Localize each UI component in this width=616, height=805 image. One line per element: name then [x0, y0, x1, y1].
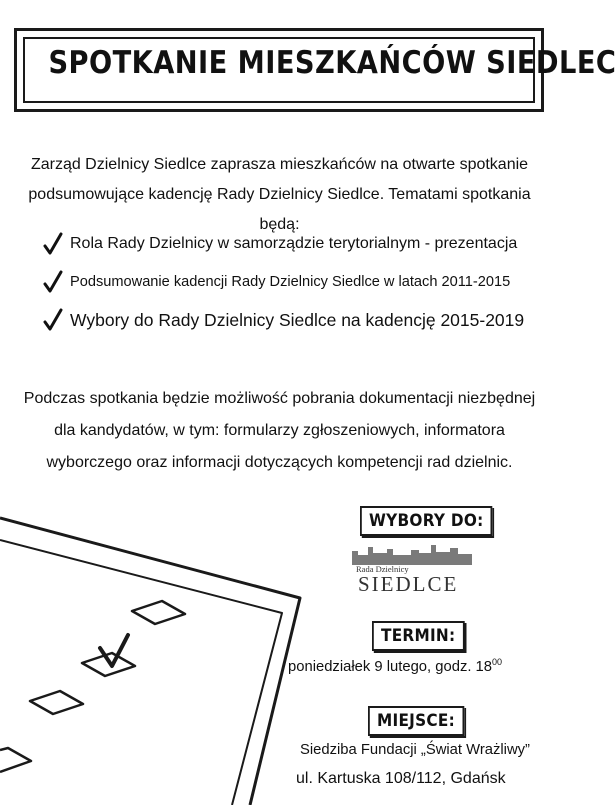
topic-item: [44, 225, 544, 263]
rada-dzielnicy-siedlce-logo: [352, 543, 472, 595]
check-icon: [44, 233, 62, 255]
topics-list: [44, 225, 544, 339]
check-icon: [44, 309, 62, 331]
topic-text: Wybory do Rady Dzielnicy Siedlce na kadencję 2015-2019: [70, 309, 525, 330]
place-line1: Siedziba Fundacji „Świat Wrażliwy”: [300, 742, 530, 758]
topic-text: Rola Rady Dzielnicy w samorządzie terytorialnym - prezentacja: [70, 235, 518, 252]
place-line2: ul. Kartuska 108/112, Gdańsk: [296, 770, 506, 787]
topic-text: Podsumowanie kadencji Rady Dzielnicy Siedlce w latach 2011-2015: [70, 274, 511, 290]
details-paragraph: Podczas spotkania będzie możliwość pobrania dokumentacji niezbędnej dla kandydatów, w tym: formularzy zgłoszeniowych, informatora wyborczego oraz informacji dotyczących kompetencji rad dzielnic.: [23, 390, 536, 471]
svg-text:SIEDLCE: SIEDLCE: [358, 572, 459, 596]
date-text: [288, 657, 502, 675]
place-label: MIEJSCE:: [368, 706, 464, 736]
elections-label: WYBORY DO:: [360, 506, 493, 536]
check-icon: [44, 271, 62, 293]
date-minutes: 00: [492, 657, 503, 667]
topic-item: [44, 301, 544, 339]
date-label: TERMIN:: [372, 621, 464, 651]
topic-item: [44, 263, 544, 301]
title-frame: [14, 28, 616, 112]
svg-text:Rada Dzielnicy: Rada Dzielnicy: [356, 564, 409, 574]
intro-paragraph: Zarząd Dzielnicy Siedlce zaprasza mieszkańców na otwarte spotkanie podsumowujące kadencję Rady Dzielnicy Siedlce. Tematami spotkania będą:: [28, 156, 531, 233]
date-value: poniedziałek 9 lutego, godz. 18: [288, 658, 493, 675]
page-title: SPOTKANIE MIESZKAŃCÓW SIEDLEC: [48, 45, 616, 81]
